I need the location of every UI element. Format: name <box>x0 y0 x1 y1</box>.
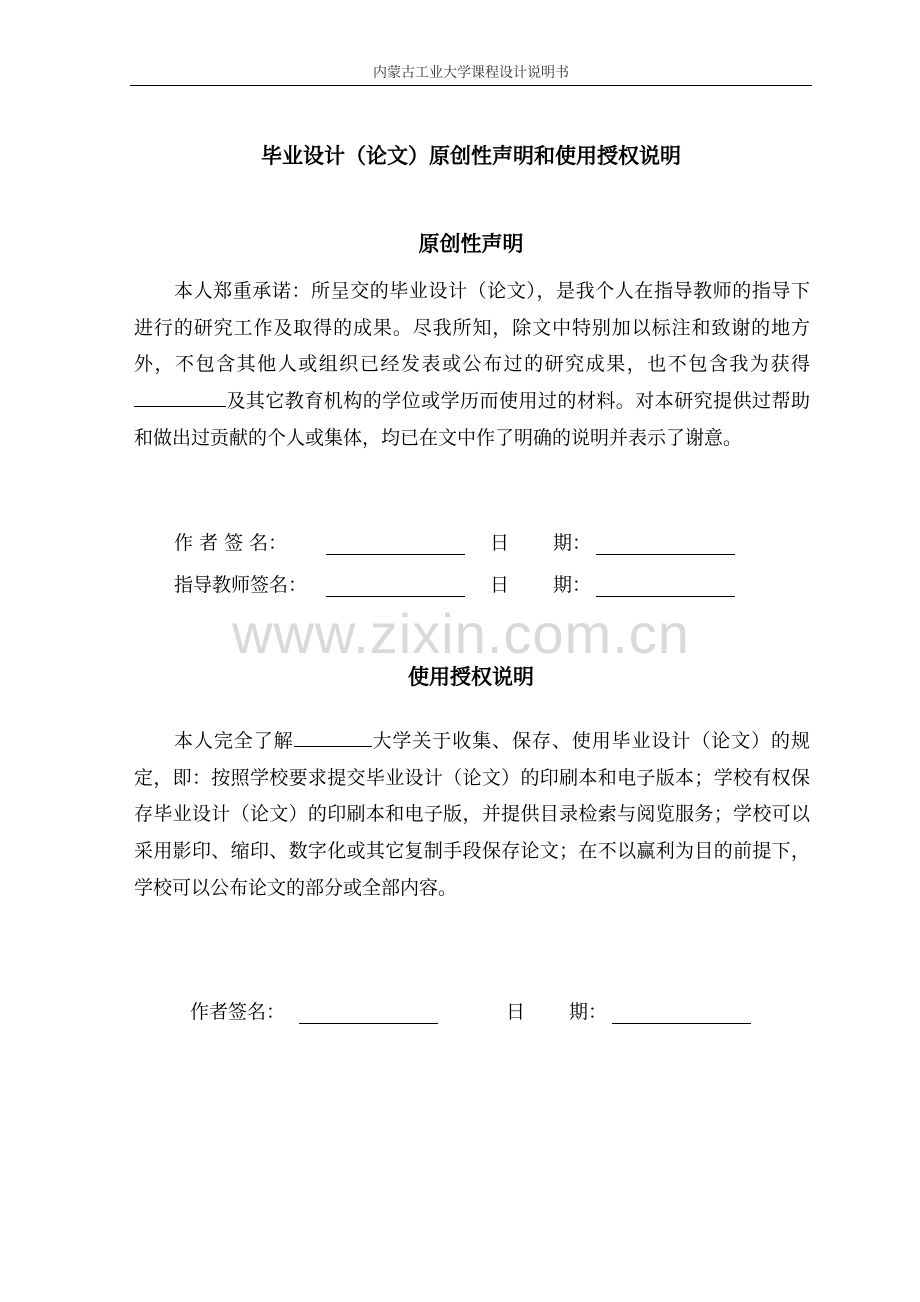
author-sign-label: 作 者 签 名： <box>174 532 288 554</box>
author-signature-row <box>0 528 920 558</box>
advisor-sign-label: 指导教师签名： <box>174 574 308 596</box>
university-blank <box>294 724 372 747</box>
watermark: www.zixin.com.cn <box>232 602 690 665</box>
originality-heading: 原创性声明 <box>418 232 524 256</box>
license-heading: 使用授权说明 <box>408 665 534 689</box>
document-title: 毕业设计（论文）原创性声明和使用授权说明 <box>261 144 681 168</box>
advisor-signature-line <box>326 596 465 597</box>
date-label-day: 日 <box>490 532 510 554</box>
advisor-signature-row <box>0 570 920 600</box>
date-label-period: 期： <box>553 532 592 554</box>
author-date-line <box>596 554 735 555</box>
author-signature-line <box>326 554 465 555</box>
license-author-sign-label: 作者签名： <box>190 1001 286 1023</box>
originality-text-part-2: 及其它教育机构的学位或学历而使用过的材料。对本研究提供过帮助和做出过贡献的个人或集体，均已在文中作了明确的说明并表示了谢意。 <box>134 390 810 449</box>
degree-blank <box>134 384 226 407</box>
license-text-part-1: 本人完全了解 <box>174 730 294 752</box>
license-date-label-day: 日 <box>506 1001 526 1023</box>
license-author-signature-line <box>299 1023 438 1024</box>
advisor-date-line <box>596 596 735 597</box>
originality-paragraph <box>134 273 810 457</box>
header-rule <box>130 85 812 86</box>
running-header: 内蒙古工业大学课程设计说明书 <box>373 65 569 81</box>
date-label-period: 期： <box>553 574 592 596</box>
license-text-part-2: 大学关于收集、保存、使用毕业设计（论文）的规定，即：按照学校要求提交毕业设计（论文）的印刷本和电子版本；学校有权保存毕业设计（论文）的印刷本和电子版，并提供目录检索与阅览服务；学校可以采用影印、缩印、数字化或其它复制手段保存论文；在不以赢利为目的前提下，学校可以公布论文的部分或全部内容。 <box>134 730 810 899</box>
date-label-day: 日 <box>490 574 510 596</box>
license-date-label-period: 期： <box>569 1001 608 1023</box>
license-signature-row <box>0 997 920 1027</box>
license-paragraph <box>134 723 810 907</box>
originality-text-part-1: 本人郑重承诺：所呈交的毕业设计（论文），是我个人在指导教师的指导下进行的研究工作及取得的成果。尽我所知，除文中特别加以标注和致谢的地方外，不包含其他人或组织已经发表或公布过的研究成果，也不包含我为获得 <box>134 280 810 376</box>
license-date-line <box>612 1023 751 1024</box>
